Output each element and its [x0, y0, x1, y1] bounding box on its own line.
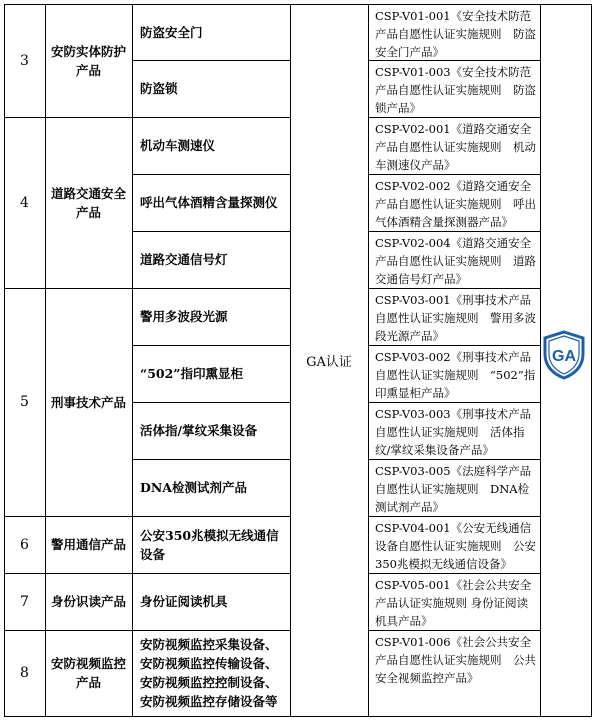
group-number: 7	[20, 593, 29, 610]
group-number: 6	[20, 536, 29, 553]
grid-line	[368, 60, 541, 61]
standard-text: CSP-V01-006《社会公共安全产品自愿性认证实施规则 公共安全视频监控产品》	[375, 635, 536, 685]
standard-text: CSP-V04-001《公安无线通信设备自愿性认证实施规则 公安350兆模拟无线通信设备》	[375, 521, 536, 571]
grid-line	[368, 4, 369, 717]
grid-line	[132, 60, 291, 61]
standard-text: CSP-V01-003《安全技术防范产品自愿性认证实施规则 防盗锁产品》	[375, 65, 536, 115]
grid-line	[132, 231, 291, 232]
product-name: 警用多波段光源	[140, 309, 228, 324]
logo-text: GA	[552, 348, 576, 365]
grid-line	[132, 174, 291, 175]
grid-line	[368, 345, 541, 346]
standard-text: CSP-V02-004《道路交通安全产品自愿性认证实施规则 道路交通信号灯产品》	[375, 236, 536, 286]
grid-line	[132, 573, 291, 574]
standard-text: CSP-V02-002《道路交通安全产品自愿性认证实施规则 呼出气体酒精含量探测器产品》	[375, 179, 536, 229]
grid-line	[4, 516, 133, 517]
grid-line	[4, 573, 133, 574]
certification-label: GA认证	[306, 354, 352, 370]
grid-line	[368, 231, 541, 232]
grid-line	[132, 459, 291, 460]
category-name: 道路交通安全产品	[51, 185, 127, 220]
product-name: 安防视频监控采集设备、安防视频监控传输设备、安防视频监控控制设备、安防视频监控存储设备等	[140, 637, 278, 709]
grid-line	[4, 288, 133, 289]
product-name: 呼出气体酒精含量探测仪	[140, 195, 278, 210]
grid-line	[45, 4, 46, 717]
grid-line	[132, 345, 291, 346]
grid-line	[4, 117, 133, 118]
product-name: 道路交通信号灯	[140, 252, 228, 267]
grid-line	[368, 288, 541, 289]
category-name: 安防实体防护产品	[51, 43, 127, 78]
standard-text: CSP-V03-003《刑事技术产品自愿性认证实施规则 活体指纹/掌纹采集设备产品》	[375, 407, 532, 457]
grid-line	[132, 4, 133, 717]
category-name: 刑事技术产品	[51, 394, 127, 410]
product-name: 活体指/掌纹采集设备	[140, 423, 258, 438]
grid-line	[132, 117, 291, 118]
group-number: 4	[20, 194, 29, 211]
grid-line	[132, 516, 291, 517]
group-number: 3	[20, 52, 29, 69]
grid-line	[4, 4, 5, 717]
grid-line	[368, 630, 541, 631]
grid-line	[368, 117, 541, 118]
grid-line	[591, 4, 592, 717]
ga-shield-logo	[542, 330, 586, 380]
standard-text: CSP-V01-001《安全技术防范产品自愿性认证实施规则 防盗安全门产品》	[375, 9, 536, 59]
grid-line	[368, 516, 541, 517]
grid-line	[368, 174, 541, 175]
category-name: 警用通信产品	[51, 537, 127, 552]
grid-line	[368, 573, 541, 574]
product-name: 防盗安全门	[140, 24, 203, 40]
grid-line	[4, 716, 592, 717]
product-name: “502”指印熏显柜	[140, 366, 243, 381]
standard-text: CSP-V03-001《刑事技术产品自愿性认证实施规则 警用多波段光源产品》	[375, 293, 536, 343]
grid-line	[4, 630, 133, 631]
standard-text: CSP-V05-001《社会公共安全产品认证实施规则 身份证阅读机具产品》	[375, 578, 532, 628]
product-name: 身份证阅读机具	[140, 594, 228, 609]
grid-line	[132, 288, 291, 289]
grid-line	[368, 402, 541, 403]
grid-line	[290, 4, 291, 717]
group-number: 5	[20, 394, 29, 410]
product-name: 防盗锁	[140, 81, 178, 96]
standard-text: CSP-V03-005《法庭科学产品自愿性认证实施规则 DNA检测试剂产品》	[375, 464, 532, 514]
category-name: 身份识读产品	[51, 594, 127, 609]
product-name: 公安350兆模拟无线通信设备	[140, 527, 279, 562]
grid-line	[540, 4, 541, 717]
standard-text: CSP-V03-002《刑事技术产品自愿性认证实施规则 “502”指印熏显柜产品》	[375, 350, 536, 400]
product-name: DNA检测试剂产品	[140, 480, 247, 495]
grid-line	[368, 459, 541, 460]
group-number: 8	[20, 665, 29, 681]
grid-line	[132, 402, 291, 403]
standard-text: CSP-V02-001《道路交通安全产品自愿性认证实施规则 机动车测速仪产品》	[375, 122, 536, 172]
product-name: 机动车测速仪	[140, 138, 216, 153]
category-name: 安防视频监控产品	[51, 656, 127, 690]
grid-line	[132, 630, 291, 631]
